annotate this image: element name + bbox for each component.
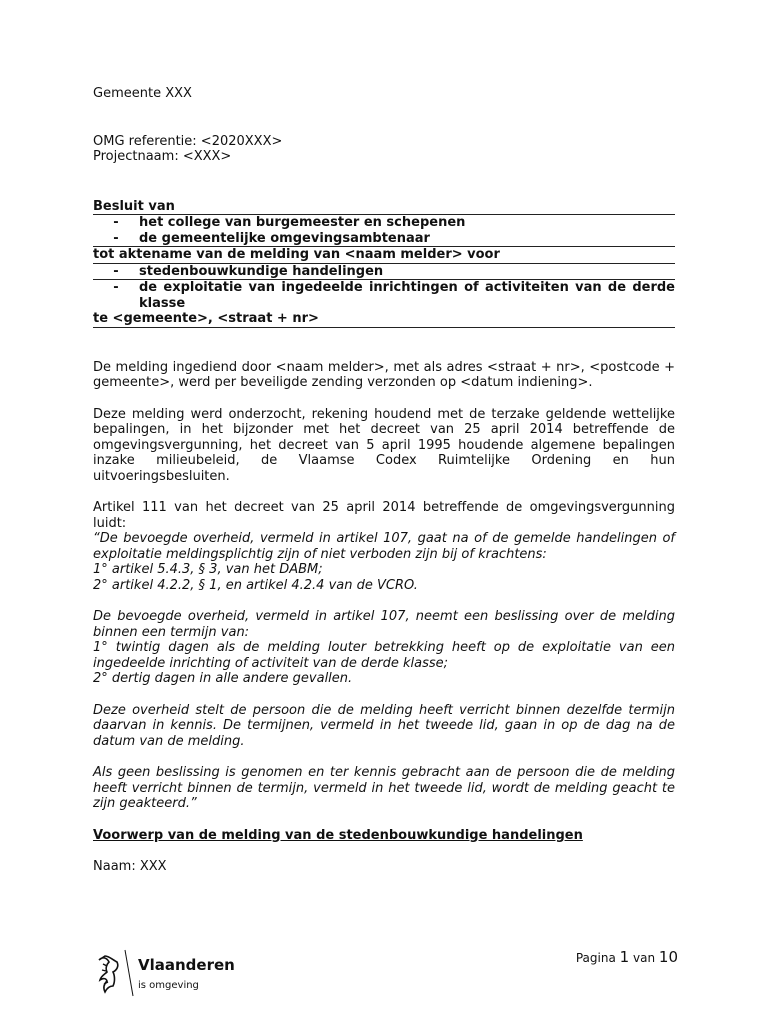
decision-by-item: - de gemeentelijke omgevingsambtenaar xyxy=(93,231,675,248)
term-text: De bevoegde overheid, vermeld in artikel 107, neemt een beslissing over de melding binnen een termijn van: xyxy=(93,609,675,640)
logo-name: Vlaanderen xyxy=(138,956,235,974)
logo-subtitle: is omgeving xyxy=(138,980,199,991)
quote-item: 1° artikel 5.4.3, § 3, van het DABM; xyxy=(93,562,323,577)
reference: OMG referentie: <2020XXX> xyxy=(93,133,283,149)
document-page xyxy=(93,86,675,875)
municipality: Gemeente XXX xyxy=(93,86,192,101)
section-title: Voorwerp van de melding van de stedenbouwkundige handelingen xyxy=(93,827,583,843)
quote-item: 2° artikel 4.2.2, § 1, en artikel 4.2.4 van de VCRO. xyxy=(93,577,418,593)
decision-location: te <gemeente>, <straat + nr> xyxy=(93,311,675,328)
decision-block xyxy=(93,199,675,328)
vlaanderen-logo xyxy=(95,948,235,998)
paragraph-investigation: Deze melding werd onderzocht, rekening houdend met de terzake geldende wettelijke bepalingen, in het bijzonder met het decreet van 25 april 2014 betreffende de omgevingsvergunning, het decreet van 5 april 1995 houdende algemene bepalingen inzake milieubeleid, de Vlaamse Codex Ruimtelijke Ordening en hun uitvoeringsbesluiten. xyxy=(93,406,675,484)
decision-subject-item: - stedenbouwkundige handelingen xyxy=(93,264,675,281)
term-item: 1° twintig dagen als de melding louter betrekking heeft op de exploitatie van een ingedeelde inrichting of activiteit van de derde klasse; xyxy=(93,640,675,671)
article-term xyxy=(93,609,675,687)
decision-subject-item: - de exploitatie van ingedeelde inrichtingen of activiteiten van de derde klasse xyxy=(113,280,675,311)
project-name: Projectnaam: <XXX> xyxy=(93,149,232,164)
decision-by-item: - het college van burgemeester en schepenen xyxy=(113,215,466,230)
paragraph-notice: Deze overheid stelt de persoon die de melding heeft verricht binnen dezelfde termijn daarvan in kennis. De termijnen, vermeld in het tweede lid, gaan in op de dag na de datum van de melding. xyxy=(93,702,675,749)
term-item: 2° dertig dagen in alle andere gevallen. xyxy=(93,671,353,686)
quote-text: “De bevoegde overheid, vermeld in artikel 107, gaat na of de gemelde handelingen of exploitatie meldingsplichtig zijn of niet verboden zijn bij of krachtens: xyxy=(93,531,675,562)
article-quote xyxy=(93,500,675,593)
name-line: Naam: XXX xyxy=(93,859,167,874)
article-intro: Artikel 111 van het decreet van 25 april 2014 betreffende de omgevingsvergunning luidt: xyxy=(93,500,675,531)
paragraph-deemed: Als geen beslissing is genomen en ter kennis gebracht aan de persoon die de melding heeft verricht binnen de termijn, vermeld in het tweede lid, wordt de melding geacht te zijn geakteerd.” xyxy=(93,765,675,811)
decision-title: Besluit van xyxy=(93,199,675,216)
flemish-lion-icon xyxy=(95,948,135,998)
page-number: Pagina 1 van 10 xyxy=(575,948,678,966)
decision-subject: tot aktename van de melding van <naam melder> voor xyxy=(93,247,675,264)
paragraph-submission: De melding ingediend door <naam melder>, met als adres <straat + nr>, <postcode + gemeente>, werd per beveiligde zending verzonden op <datum indiening>. xyxy=(93,359,675,390)
